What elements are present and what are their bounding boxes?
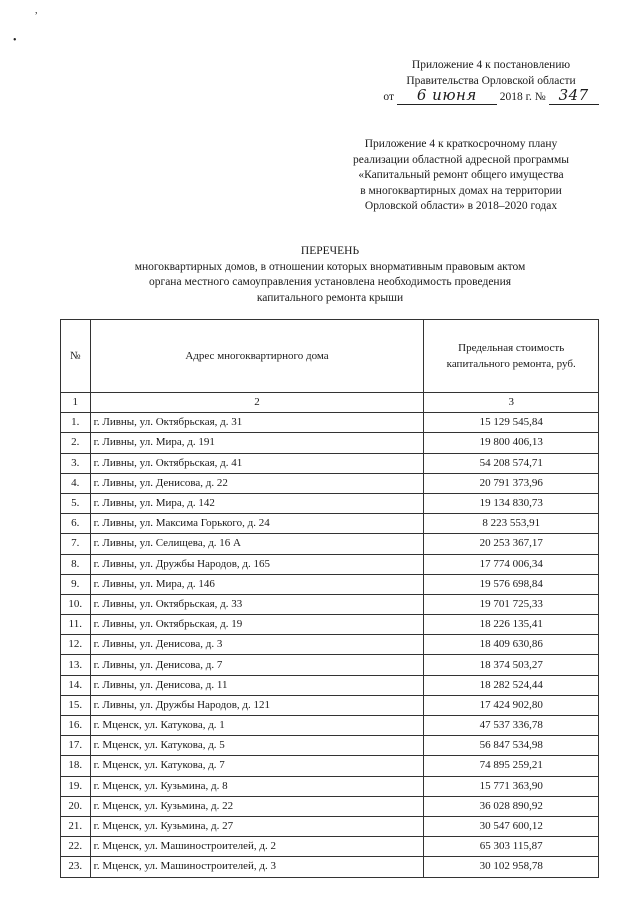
row-address: г. Ливны, ул. Дружбы Народов, д. 165 (90, 554, 424, 574)
handwritten-number: 347 (558, 86, 589, 104)
row-cost: 19 800 406,13 (424, 433, 599, 453)
row-cost: 18 226 135,41 (424, 615, 599, 635)
row-address: г. Ливны, ул. Мира, д. 191 (90, 433, 424, 453)
row-number: 14. (61, 675, 91, 695)
plan-ref-line: в многоквартирных домах на территории (360, 184, 562, 197)
date-underline (397, 86, 497, 105)
title-line: многоквартирных домов, в отношении которых внормативным правовым актом (134, 260, 526, 273)
row-number: 1. (61, 413, 91, 433)
title-line: органа местного самоуправления установлена необходимость проведения (148, 276, 512, 289)
row-address: г. Ливны, ул. Максима Горького, д. 24 (90, 514, 424, 534)
row-number: 11. (61, 615, 91, 635)
table-row (61, 594, 599, 614)
row-address: г. Ливны, ул. Мира, д. 142 (90, 493, 424, 513)
row-number: 12. (61, 635, 91, 655)
table-row (61, 534, 599, 554)
column-number: 3 (424, 393, 599, 413)
row-cost: 74 895 259,21 (424, 756, 599, 776)
table-row (61, 716, 599, 736)
table-row (61, 756, 599, 776)
header-number: № (61, 320, 91, 393)
appendix-line-1: Приложение 4 к постановлению (411, 59, 571, 71)
row-address: г. Ливны, ул. Денисова, д. 7 (90, 655, 424, 675)
buildings-table (60, 319, 599, 878)
table-row (61, 574, 599, 594)
plan-ref-line: реализации областной адресной программы (353, 153, 569, 166)
row-cost: 20 791 373,96 (424, 473, 599, 493)
row-cost: 65 303 115,87 (424, 837, 599, 857)
row-address: г. Ливны, ул. Денисова, д. 11 (90, 675, 424, 695)
row-cost: 17 774 006,34 (424, 554, 599, 574)
row-address: г. Ливны, ул. Октябрьская, д. 19 (90, 615, 424, 635)
row-number: 21. (61, 816, 91, 836)
row-number: 9. (61, 574, 91, 594)
table-row (61, 493, 599, 513)
row-cost: 19 576 698,84 (424, 574, 599, 594)
table-row (61, 857, 599, 877)
appendix-line-2: Правительства Орловской области (406, 75, 576, 87)
row-address: г. Ливны, ул. Дружбы Народов, д. 121 (90, 695, 424, 715)
row-number: 18. (61, 756, 91, 776)
row-cost: 47 537 336,78 (424, 716, 599, 736)
row-cost: 18 374 503,27 (424, 655, 599, 675)
row-address: г. Мценск, ул. Катукова, д. 1 (90, 716, 424, 736)
table-row (61, 413, 599, 433)
appendix-date-line (360, 86, 622, 105)
row-cost: 30 547 600,12 (424, 816, 599, 836)
row-cost: 54 208 574,71 (424, 453, 599, 473)
row-number: 5. (61, 493, 91, 513)
row-address: г. Ливны, ул. Селищева, д. 16 А (90, 534, 424, 554)
table-row (61, 675, 599, 695)
row-cost: 36 028 890,92 (424, 796, 599, 816)
row-cost: 18 409 630,86 (424, 635, 599, 655)
row-address: г. Мценск, ул. Машиностроителей, д. 3 (90, 857, 424, 877)
row-address: г. Ливны, ул. Октябрьская, д. 31 (90, 413, 424, 433)
table-row (61, 837, 599, 857)
table-row (61, 453, 599, 473)
row-number: 15. (61, 695, 91, 715)
row-number: 13. (61, 655, 91, 675)
row-address: г. Ливны, ул. Денисова, д. 3 (90, 635, 424, 655)
row-cost: 17 424 902,80 (424, 695, 599, 715)
plan-ref-line: Приложение 4 к краткосрочному плану (364, 138, 558, 150)
row-number: 7. (61, 534, 91, 554)
row-address: г. Мценск, ул. Кузьмина, д. 8 (90, 776, 424, 796)
row-address: г. Ливны, ул. Октябрьская, д. 41 (90, 453, 424, 473)
table-row (61, 776, 599, 796)
plan-reference (330, 137, 592, 215)
scan-mark-left: • (13, 35, 17, 46)
table-header-row (61, 320, 599, 393)
header-address: Адрес многоквартирного дома (90, 320, 424, 393)
row-cost: 15 771 363,90 (424, 776, 599, 796)
row-number: 22. (61, 837, 91, 857)
row-address: г. Мценск, ул. Катукова, д. 5 (90, 736, 424, 756)
row-number: 2. (61, 433, 91, 453)
row-cost: 18 282 524,44 (424, 675, 599, 695)
header-cost: Предельная стоимость капитального ремонта, руб. (424, 320, 599, 393)
plan-ref-line: «Капитальный ремонт общего имущества (358, 169, 564, 182)
number-underline (549, 86, 599, 105)
table-row (61, 433, 599, 453)
row-address: г. Мценск, ул. Машиностроителей, д. 2 (90, 837, 424, 857)
title-heading: ПЕРЕЧЕНЬ (300, 245, 360, 257)
row-cost: 8 223 553,91 (424, 514, 599, 534)
table-row (61, 816, 599, 836)
table-row (61, 736, 599, 756)
column-number: 2 (90, 393, 424, 413)
row-number: 20. (61, 796, 91, 816)
row-number: 23. (61, 857, 91, 877)
table-row (61, 615, 599, 635)
row-number: 17. (61, 736, 91, 756)
table-row (61, 796, 599, 816)
table-row (61, 473, 599, 493)
row-cost: 20 253 367,17 (424, 534, 599, 554)
column-numbers-row (61, 393, 599, 413)
row-cost: 19 134 830,73 (424, 493, 599, 513)
handwritten-date: 6 июня (416, 86, 477, 104)
table-row (61, 554, 599, 574)
title-line: капитального ремонта крыши (256, 291, 404, 304)
row-number: 19. (61, 776, 91, 796)
row-address: г. Мценск, ул. Кузьмина, д. 22 (90, 796, 424, 816)
column-number: 1 (61, 393, 91, 413)
row-number: 10. (61, 594, 91, 614)
document-title (98, 244, 562, 306)
table-row (61, 514, 599, 534)
table-row (61, 655, 599, 675)
row-number: 4. (61, 473, 91, 493)
row-cost: 19 701 725,33 (424, 594, 599, 614)
row-number: 3. (61, 453, 91, 473)
row-cost: 56 847 534,98 (424, 736, 599, 756)
row-address: г. Ливны, ул. Мира, д. 146 (90, 574, 424, 594)
row-address: г. Мценск, ул. Катукова, д. 7 (90, 756, 424, 776)
date-prefix: от (383, 91, 394, 103)
row-address: г. Мценск, ул. Кузьмина, д. 27 (90, 816, 424, 836)
row-number: 8. (61, 554, 91, 574)
plan-ref-line: Орловской области» в 2018–2020 годах (364, 200, 558, 213)
row-address: г. Ливны, ул. Октябрьская, д. 33 (90, 594, 424, 614)
table-row (61, 695, 599, 715)
appendix-header (360, 57, 622, 105)
row-number: 6. (61, 514, 91, 534)
row-address: г. Ливны, ул. Денисова, д. 22 (90, 473, 424, 493)
year-label: 2018 г. № (499, 91, 546, 103)
row-cost: 15 129 545,84 (424, 413, 599, 433)
row-number: 16. (61, 716, 91, 736)
row-cost: 30 102 958,78 (424, 857, 599, 877)
scan-mark-top: , (35, 5, 38, 16)
table-row (61, 635, 599, 655)
